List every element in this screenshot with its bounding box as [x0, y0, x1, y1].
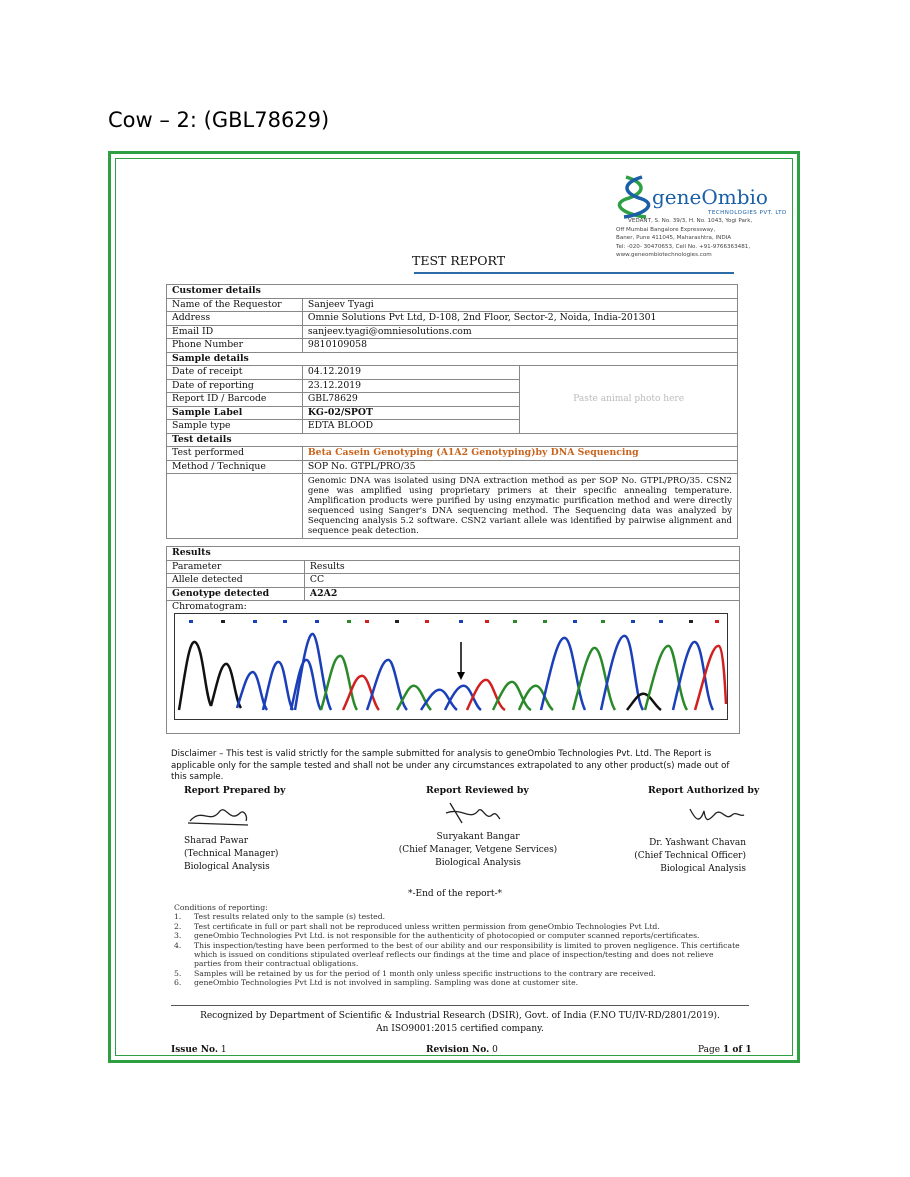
signatory-dept: Biological Analysis [435, 858, 521, 868]
signature-image [442, 797, 502, 829]
sample-details-heading: Sample details [167, 352, 738, 366]
table-row [167, 560, 740, 574]
results-table [166, 546, 740, 614]
conditions-heading: Conditions of reporting: [174, 903, 268, 912]
divider [171, 1005, 749, 1006]
field-label: Address [167, 312, 303, 326]
test-performed-value: Beta Casein Genotyping (A1A2 Genotyping)by DNA Sequencing [302, 447, 737, 461]
accreditation-line: An ISO9001:2015 certified company. [376, 1024, 544, 1034]
field-label: Date of receipt [167, 366, 303, 380]
company-address [616, 217, 786, 260]
authorized-by-block [616, 837, 746, 876]
field-label: Sample type [167, 420, 303, 434]
address-line: www.geneombiotechnologies.com [616, 252, 712, 259]
accreditation-line: Recognized by Department of Scientific & Industrial Research (DSIR), Govt. of India (F.NO TU/IV-RD/2801/2019). [200, 1011, 720, 1021]
reviewed-by-block [398, 831, 558, 870]
report-frame [108, 151, 800, 1063]
field-value: EDTA BLOOD [302, 420, 520, 434]
list-item: 1. Test results related only to the sample (s) tested. [174, 912, 386, 922]
authorized-by-title: Report Authorized by [648, 785, 760, 796]
address-line: VEDANT, S. No. 39/3, H. No. 1043, Yogi Park, [628, 218, 753, 224]
field-value: CC [304, 574, 739, 588]
list-item: 4. This inspection/testing have been performed to the best of our ability and our responsibility is limited to proven negligence. This certificate which is issued on conditions stipulated overleaf reflects our findings at the time and place of inspection/testing and does not relieve parties from their contractual obligations. [174, 940, 740, 969]
address-line: Tel: -020- 30470653, Cell No. +91-9766363481, [616, 243, 751, 250]
chromatogram-label: Chromatogram: [167, 601, 740, 614]
logo-name: geneOmbio [652, 185, 768, 209]
field-value: Sanjeev Tyagi [302, 298, 737, 312]
method-value: SOP No. GTPL/PRO/35 [302, 460, 737, 474]
signatory-role: (Chief Technical Officer) [634, 851, 746, 861]
signatory-role: (Chief Manager, Vetgene Services) [398, 845, 558, 855]
customer-details-heading: Customer details [167, 285, 738, 299]
report-inner-frame [115, 158, 793, 1056]
signatory-name: Dr. Yashwant Chavan [649, 838, 746, 848]
table-row [167, 325, 738, 339]
table-row [167, 460, 738, 474]
table-row [167, 312, 738, 326]
revision-number: Revision No. 0 [426, 1045, 498, 1055]
field-value: KG-02/SPOT [302, 406, 520, 420]
field-label: Name of the Requestor [167, 298, 303, 312]
signatory-role: (Technical Manager) [184, 849, 279, 859]
field-value: 23.12.2019 [302, 379, 520, 393]
table-row [167, 366, 738, 380]
address-line: Baner, Pune 411045, Maharashtra, INDIA [616, 235, 732, 242]
list-item: 5. Samples will be retained by us for the period of 1 month only unless specific instructions to the contrary are received. [174, 968, 656, 978]
dna-helix-icon [616, 173, 656, 221]
field-value: 04.12.2019 [302, 366, 520, 380]
signatory-dept: Biological Analysis [660, 864, 746, 874]
prepared-by-block [184, 835, 278, 874]
logo-subtitle: TECHNOLOGIES PVT. LTD [708, 210, 787, 216]
field-label: Date of reporting [167, 379, 303, 393]
end-of-report: *-End of the report-* [408, 889, 503, 899]
table-row [167, 447, 738, 461]
base-markers [189, 620, 719, 623]
field-label: Sample Label [167, 406, 303, 420]
animal-photo-placeholder: Paste animal photo here [520, 366, 738, 434]
test-details-heading: Test details [167, 433, 738, 447]
reviewed-by-title: Report Reviewed by [426, 785, 529, 796]
column-header: Results [304, 560, 739, 574]
signatory-dept: Biological Analysis [184, 862, 270, 872]
field-label: Phone Number [167, 339, 303, 353]
field-label: Report ID / Barcode [167, 393, 303, 407]
details-table [166, 284, 738, 539]
accreditation [171, 1010, 749, 1036]
field-label: Method / Technique [167, 460, 303, 474]
chromatogram-image [174, 613, 728, 720]
page-number: Page 1 of 1 [698, 1045, 752, 1055]
list-item: 3. geneOmbio Technologies Pvt Ltd. is not responsible for the authenticity of photocopied or computer scanned reports/certificates. [174, 931, 700, 941]
signatory-name: Suryakant Bangar [436, 832, 520, 842]
field-label: Allele detected [167, 574, 305, 588]
list-item: 2. Test certificate in full or part shall not be reproduced unless written permission from geneOmbio Technologies Pvt Ltd. [174, 921, 660, 931]
list-item: 6. geneOmbio Technologies Pvt Ltd is not involved in sampling. Sampling was done at customer site. [174, 978, 579, 988]
field-value: sanjeev.tyagi@omniesolutions.com [302, 325, 737, 339]
field-value: 9810109058 [302, 339, 737, 353]
field-value: GBL78629 [302, 393, 520, 407]
field-label: Genotype detected [167, 587, 305, 601]
conditions-of-reporting [174, 903, 742, 988]
field-value: A2A2 [304, 587, 739, 601]
page-heading: Cow – 2: (GBL78629) [108, 108, 330, 132]
signature-image [686, 799, 746, 829]
disclaimer-text: Disclaimer – This test is valid strictly for the sample submitted for analysis to geneOmbio Technologies Pvt. Ltd. The Report is applicable only for the sample tested and shall not be under any circumstances extrapolated to any other product(s) made out of this sample. [171, 749, 730, 782]
prepared-by-title: Report Prepared by [184, 785, 286, 796]
table-row [167, 474, 738, 539]
chromatogram-trace [175, 614, 727, 719]
field-value: Omnie Solutions Pvt Ltd, D-108, 2nd Floor, Sector-2, Noida, India-201301 [302, 312, 737, 326]
table-row [167, 298, 738, 312]
table-row [167, 587, 740, 601]
field-label: Test performed [167, 447, 303, 461]
variant-arrow-icon [457, 642, 465, 680]
report-title: TEST REPORT [412, 253, 506, 268]
results-section [166, 546, 740, 734]
table-row [167, 574, 740, 588]
column-header: Parameter [167, 560, 305, 574]
signature-image [186, 803, 250, 829]
field-label: Email ID [167, 325, 303, 339]
results-heading: Results [167, 547, 740, 561]
table-row [167, 339, 738, 353]
issue-number: Issue No. 1 [171, 1045, 227, 1055]
address-line: Off Mumbai Bangalore Expressway, [616, 226, 716, 233]
signatory-name: Sharad Pawar [184, 836, 249, 846]
method-description: Genomic DNA was isolated using DNA extraction method as per SOP No. GTPL/PRO/35. CSN2 gene was amplified using proprietary primers at their specific annealing temperature. Amplification products were purified by using enzymatic purification method and were directly sequenced using Sanger's DNA sequencing method. The Sequencing data was analyzed by Sequencing analysis 5.2 software. CSN2 variant allele was identified by pairwise alignment and sequence peak detection. [302, 474, 737, 539]
title-underline [414, 272, 734, 274]
